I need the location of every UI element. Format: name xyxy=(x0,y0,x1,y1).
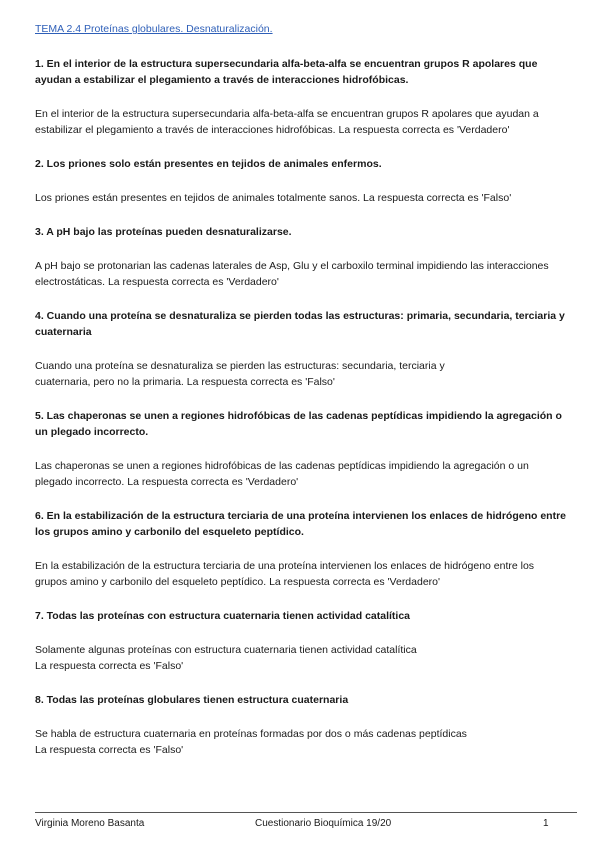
footer-divider xyxy=(35,812,577,813)
page-title[interactable]: TEMA 2.4 Proteínas globulares. Desnaturalización. xyxy=(35,23,273,35)
qa-block-1 xyxy=(35,56,568,138)
answer-1 xyxy=(35,106,568,138)
question-7: 7. Todas las proteínas con estructura cuaternaria tienen actividad catalítica xyxy=(35,610,411,622)
answer-line: A pH bajo se protonarian las cadenas laterales de Asp, Glu y el carboxilo terminal impidiendo las interacciones electrostáticas. La respuesta correcta es 'Verdadero' xyxy=(35,260,549,288)
question-2: 2. Los priones solo están presentes en tejidos de animales enfermos. xyxy=(35,158,382,170)
qa-block-5 xyxy=(35,408,568,490)
answer-line: Cuando una proteína se desnaturaliza se pierden las estructuras: secundaria, terciaria y xyxy=(35,360,445,372)
qa-block-2 xyxy=(35,156,568,206)
answer-5 xyxy=(35,458,568,490)
answer-line: Las chaperonas se unen a regiones hidrofóbicas de las cadenas peptídicas impidiendo la agregación o un xyxy=(35,460,529,472)
answer-line: La respuesta correcta es 'Falso' xyxy=(35,744,184,756)
footer-page-number: 1 xyxy=(543,818,549,829)
answer-4 xyxy=(35,358,568,390)
question-4: 4. Cuando una proteína se desnaturaliza se pierden todas las estructuras: primaria, secundaria, terciaria y cuaternaria xyxy=(35,310,565,338)
question-1: 1. En el interior de la estructura supersecundaria alfa-beta-alfa se encuentran grupos R apolares que ayudan a estabilizar el plegamiento a través de interacciones hidrofóbicas. xyxy=(35,58,538,86)
answer-line: Se habla de estructura cuaternaria en proteínas formadas por dos o más cadenas peptídicas xyxy=(35,728,467,740)
qa-block-8 xyxy=(35,692,568,758)
question-5: 5. Las chaperonas se unen a regiones hidrofóbicas de las cadenas peptídicas impidiendo la agregación o un plegado incorrecto. xyxy=(35,410,562,438)
qa-block-6 xyxy=(35,508,568,590)
document-body xyxy=(35,22,568,776)
answer-8 xyxy=(35,726,568,758)
question-3: 3. A pH bajo las proteínas pueden desnaturalizarse. xyxy=(35,226,292,238)
answer-line: En la estabilización de la estructura terciaria de una proteína intervienen los enlaces de hidrógeno entre los grupos amino y carbonilo del esqueleto peptídico. La respuesta correcta es 'Verdadero' xyxy=(35,560,535,588)
qa-block-3 xyxy=(35,224,568,290)
qa-block-4 xyxy=(35,308,568,390)
answer-line: En el interior de la estructura supersecundaria alfa-beta-alfa se encuentran grupos R apolares que ayudan a estabilizar el plegamiento a través de interacciones hidrofóbicas. La respuesta correcta es 'Verdadero' xyxy=(35,108,539,136)
answer-line: Solamente algunas proteínas con estructura cuaternaria tienen actividad catalítica xyxy=(35,644,417,656)
qa-block-7 xyxy=(35,608,568,674)
answer-3 xyxy=(35,258,568,290)
answer-7 xyxy=(35,642,568,674)
answer-line: Los priones están presentes en tejidos de animales totalmente sanos. La respuesta correcta es 'Falso' xyxy=(35,192,512,204)
answer-line: cuaternaria, pero no la primaria. La respuesta correcta es 'Falso' xyxy=(35,376,335,388)
footer-course: Cuestionario Bioquímica 19/20 xyxy=(255,818,392,829)
question-6: 6. En la estabilización de la estructura terciaria de una proteína intervienen los enlaces de hidrógeno entre los grupos amino y carbonilo del esqueleto peptídico. xyxy=(35,510,566,538)
answer-2 xyxy=(35,190,568,206)
answer-line: La respuesta correcta es 'Falso' xyxy=(35,660,184,672)
answer-6 xyxy=(35,558,568,590)
question-8: 8. Todas las proteínas globulares tienen estructura cuaternaria xyxy=(35,694,349,706)
footer-author: Virginia Moreno Basanta xyxy=(35,818,145,829)
answer-line: plegado incorrecto. La respuesta correcta es 'Verdadero' xyxy=(35,476,299,488)
